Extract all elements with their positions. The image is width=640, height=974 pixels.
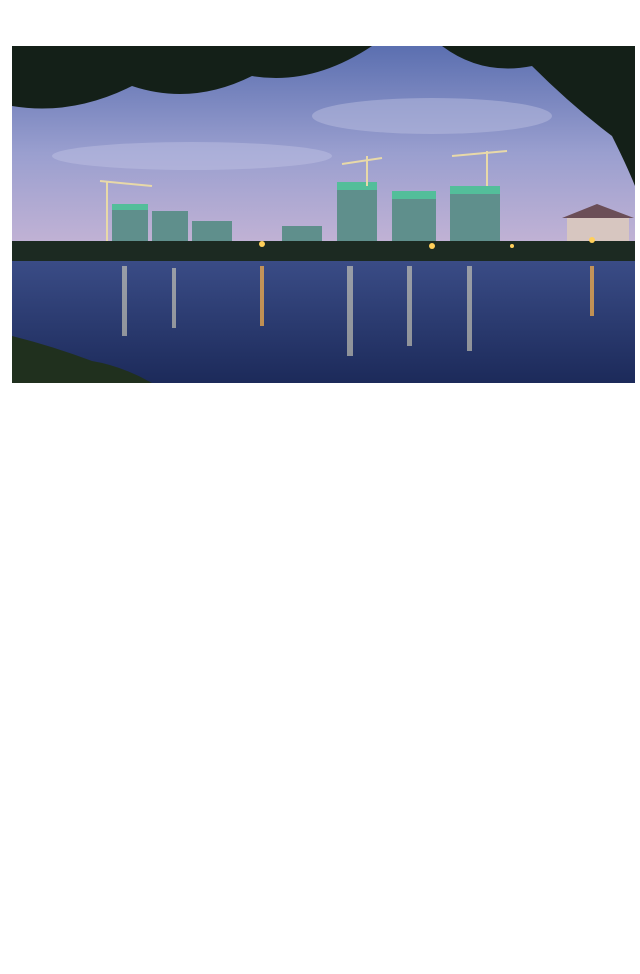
cover-photo (12, 46, 635, 383)
